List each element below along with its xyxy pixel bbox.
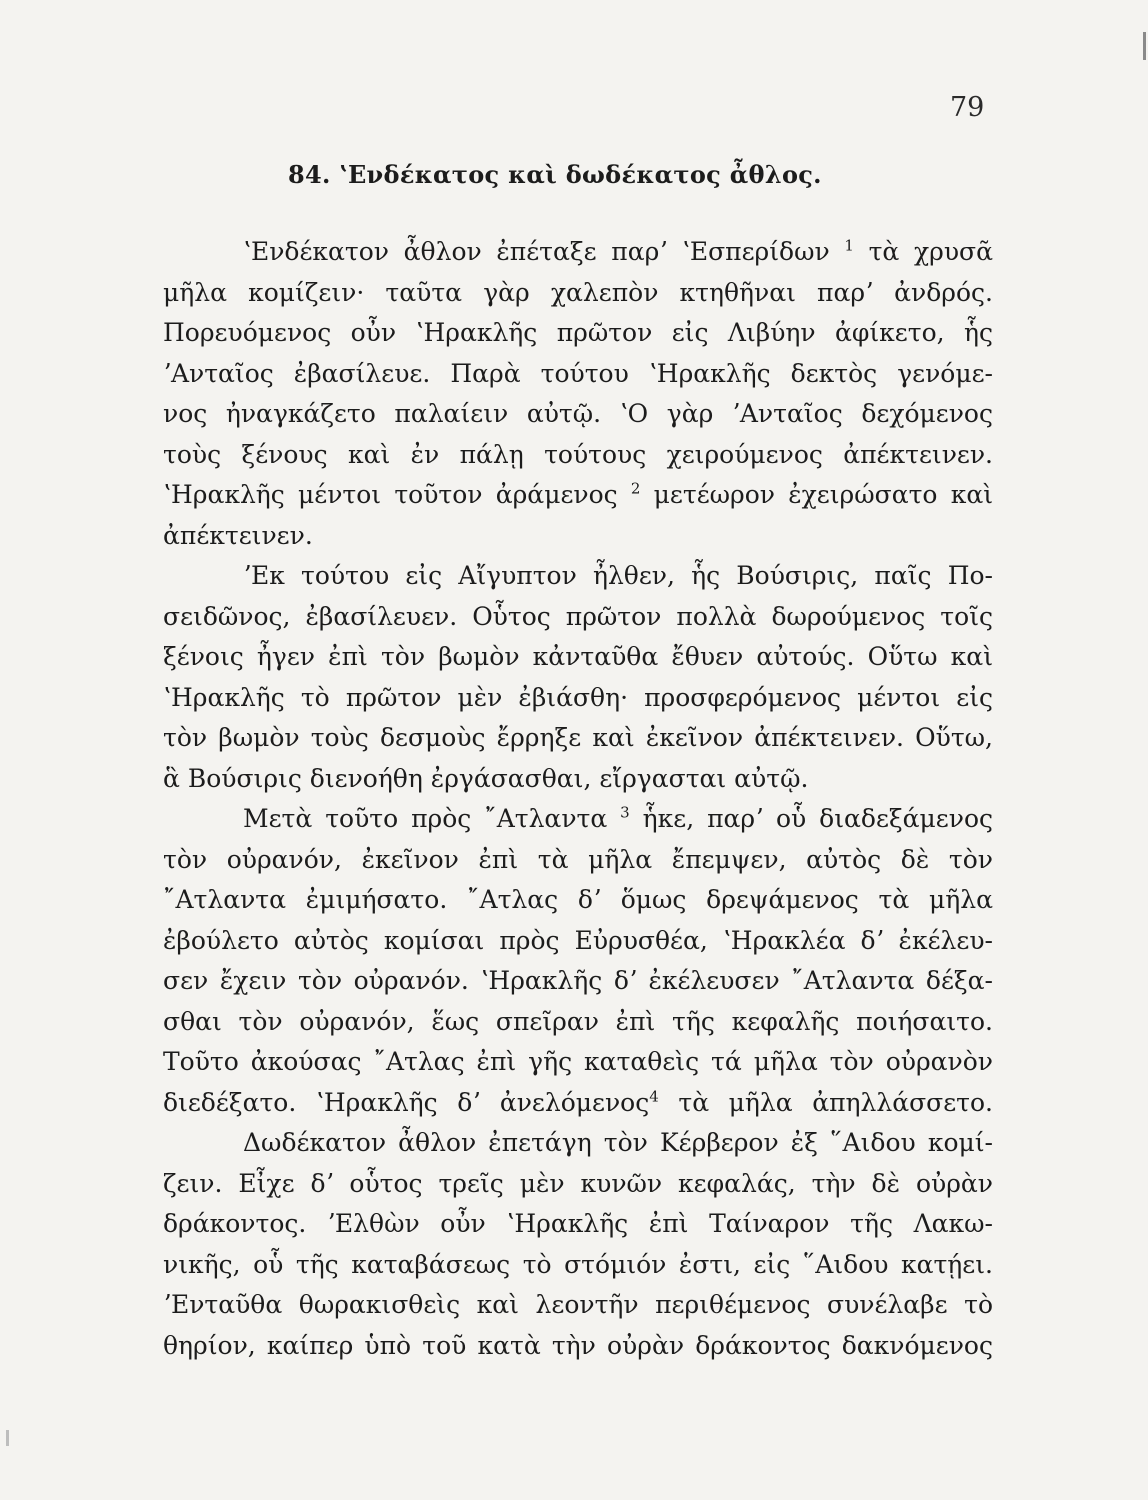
text-line: νικῆς, οὗ τῆς καταβάσεως τὸ στόμιόν ἐστι, εἰς ῞Αιδου κατῄει. xyxy=(163,1249,993,1279)
text-line: ἃ Βούσιρις διενοήθη ἐργάσασθαι, εἴργασται αὐτῷ. xyxy=(163,763,809,793)
text-line: νος ἠναγκάζετο παλαίειν αὐτῷ. ʽΟ γὰρ ʼΑνταῖος δεχόμενος xyxy=(163,399,993,428)
footnote-marker: 1 xyxy=(844,236,854,255)
text-line: τὸν βωμὸν τοὺς δεσμοὺς ἔρρηξε καὶ ἐκεῖνον ἀπέκτεινεν. Οὕτω, xyxy=(163,723,993,752)
text-line: ἀπέκτεινεν. xyxy=(163,520,313,550)
body-text xyxy=(163,232,993,1366)
text-line: ʽΗρακλῆς μέντοι τοῦτον ἀράμενος $^2$ μετέωρον ἐχειρώσατο καὶ xyxy=(163,479,994,509)
text-line: ξένοις ἦγεν ἐπὶ τὸν βωμὸν κἀνταῦθα ἔθυεν αὐτούς. Οὕτω καὶ xyxy=(163,642,993,671)
footnote-marker: 3 xyxy=(620,803,630,822)
text-line: ʼΕκ τούτου εἰς Αἴγυπτον ἦλθεν, ἧς Βούσιρις, παῖς Πο- xyxy=(243,561,993,590)
text-line: ʼΕνταῦθα θωρακισθεὶς καὶ λεοντῆν περιθέμενος συνέλαβε τὸ xyxy=(163,1290,993,1319)
text-line: ʽΗρακλῆς τὸ πρῶτον μὲν ἐβιάσθη· προσφερόμενος μέντοι εἰς xyxy=(163,682,993,712)
margin-mark xyxy=(6,1430,9,1446)
text-line: ʽΕνδέκατον ἆθλον ἐπέταξε παρʼ ʽΕσπερίδων $^1$ τὰ χρυσᾶ xyxy=(243,236,993,266)
text-line: ῎Ατλαντα ἐμιμήσατο. ῎Ατλας δʼ ὅμως δρεψάμενος τὰ μῆλα xyxy=(163,885,993,914)
text-line: ζειν. Εἶχε δʼ οὗτος τρεῖς μὲν κυνῶν κεφαλάς, τὴν δὲ οὐρὰν xyxy=(163,1168,993,1198)
text-line: θηρίον, καίπερ ὑπὸ τοῦ κατὰ τὴν οὐρὰν δράκοντος δακνόμενος xyxy=(163,1330,993,1360)
text-line: τοὺς ξένους καὶ ἐν πάλῃ τούτους χειρούμενος ἀπέκτεινεν. xyxy=(163,439,993,469)
text-line: Μετὰ τοῦτο πρὸς ῎Ατλαντα $^3$ ἧκε, παρʼ οὗ διαδεξάμενος xyxy=(243,803,993,833)
text-line: σεν ἔχειν τὸν οὐρανόν. ʽΗρακλῆς δʼ ἐκέλευσεν ῎Ατλαντα δέξα- xyxy=(163,966,993,995)
text-line: δράκοντος. ʼΕλθὼν οὖν ʽΗρακλῆς ἐπὶ Ταίναρον τῆς Λακω- xyxy=(163,1209,993,1238)
text-line: Πορευόμενος οὖν ʽΗρακλῆς πρῶτον εἰς Λιβύην ἀφίκετο, ἧς xyxy=(163,318,993,347)
text-line: σειδῶνος, ἐβασίλευεν. Οὗτος πρῶτον πολλὰ δωρούμενος τοῖς xyxy=(163,601,993,631)
text-line: ἐβούλετο αὐτὸς κομίσαι πρὸς Εὐρυσθέα, ʽΗρακλέα δʼ ἐκέλευ- xyxy=(163,925,993,955)
section-heading: 84. ʽΕνδέκατος καὶ δωδέκατος ἆθλος. xyxy=(288,160,822,189)
text-line: σθαι τὸν οὐρανόν, ἕως σπεῖραν ἐπὶ τῆς κεφαλῆς ποιήσαιτο. xyxy=(163,1006,993,1036)
footnote-marker: 4 xyxy=(649,1087,659,1106)
text-line: Τοῦτο ἀκούσας ῎Ατλας ἐπὶ γῆς καταθεὶς τά μῆλα τὸν οὐρανὸν xyxy=(163,1047,993,1076)
text-line: μῆλα κομίζειν· ταῦτα γὰρ χαλεπὸν κτηθῆναι παρʼ ἀνδρός. xyxy=(163,277,993,307)
footnote-marker: 2 xyxy=(630,479,641,498)
scan-edge-mark xyxy=(1143,32,1146,60)
text-line: τὸν οὐρανόν, ἐκεῖνον ἐπὶ τὰ μῆλα ἔπεμψεν, αὐτὸς δὲ τὸν xyxy=(163,844,993,874)
text-line: ʼΑνταῖος ἐβασίλευε. Παρὰ τούτου ʽΗρακλῆς δεκτὸς γενόμε- xyxy=(163,358,993,388)
text-line: Δωδέκατον ἆθλον ἐπετάγη τὸν Κέρβερον ἐξ ῞Αιδου κομί- xyxy=(243,1128,993,1157)
page-number: 79 xyxy=(950,92,985,123)
text-line: διεδέξατο. ʽΗρακλῆς δʼ ἀνελόμενος$^4$ τὰ μῆλα ἀπηλλάσσετο. xyxy=(163,1087,993,1117)
